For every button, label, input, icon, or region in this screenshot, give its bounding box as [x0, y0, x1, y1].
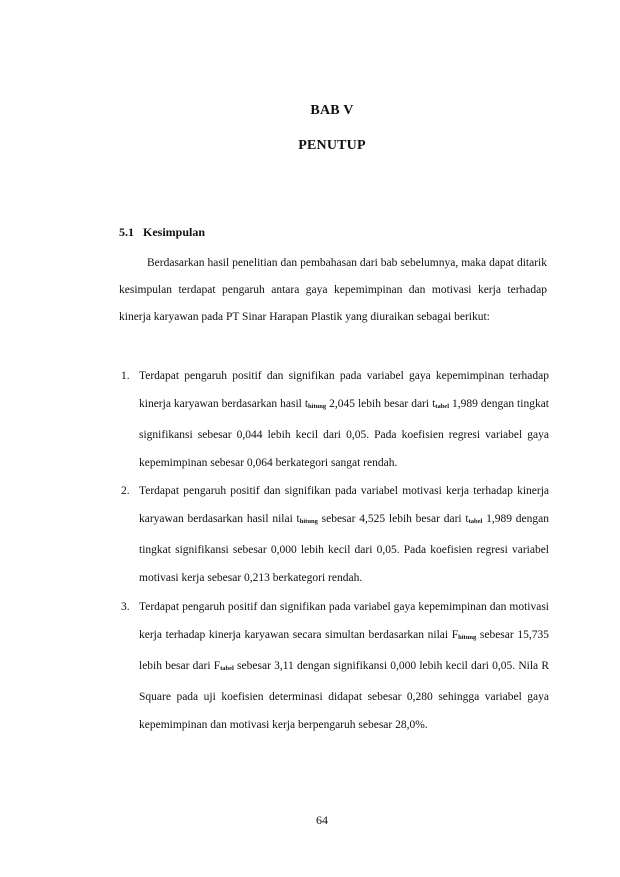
text-segment: Terdapat pengaruh positif dan signifikan pada variabel gaya kepemimpinan dan motivasi kerja terhadap kinerja karyawan secara simultan berdasarkan nilai F [139, 601, 549, 641]
subscript: tabel [435, 403, 450, 410]
text-segment: Terdapat pengaruh positif dan signifikan pada variabel motivasi kerja terhadap kinerja karyawan berdasarkan hasil nilai t [139, 485, 549, 525]
section-number: 5.1 [119, 225, 134, 239]
list-item-text [139, 370, 549, 469]
chapter-title: PENUTUP [298, 138, 366, 153]
intro-text: Berdasarkan hasil penelitian dan pembahasan dari bab sebelumnya, maka dapat ditarik kesimpulan terdapat pengaruh antara gaya kepemimpinan dan motivasi kerja terhadap kinerja karyawan pada PT Sinar Harapan Plastik yang diuraikan sebagai berikut: [119, 257, 547, 323]
list-marker: 2. [121, 485, 130, 497]
list-item [119, 593, 549, 739]
page-number: 64 [316, 813, 328, 827]
section-heading [119, 225, 205, 240]
list-item-text [139, 485, 549, 584]
text-segment: Terdapat pengaruh positif dan signifikan pada variabel gaya kepemimpinan terhadap kinerja karyawan berdasarkan hasil t [139, 370, 549, 410]
list-item [119, 362, 549, 477]
intro-paragraph [119, 250, 547, 331]
list-item [119, 477, 549, 592]
list-marker: 3. [121, 601, 130, 613]
chapter-label: BAB V [310, 103, 354, 118]
list-item-text [139, 601, 549, 731]
subscript: hitung [458, 634, 477, 641]
section-title: Kesimpulan [143, 225, 206, 239]
text-segment: 1,989 dengan tingkat signifikansi sebesar 0,044 lebih kecil dari 0,05. Pada koefisien regresi variabel gaya kepemimpinan sebesar 0,064 berkategori sangat rendah. [139, 398, 549, 469]
subscript: hitung [308, 403, 327, 410]
subscript: hitung [299, 518, 318, 525]
text-segment: sebesar 3,11 dengan signifikansi 0,000 lebih kecil dari 0,05. Nila R Square pada uji koefisien determinasi didapat sebesar 0,280 sehingga variabel gaya kepemimpinan dan motivasi kerja berpengaruh sebesar 28,0%. [139, 660, 549, 731]
text-segment: 2,045 lebih besar dari t [326, 398, 436, 410]
list-marker: 1. [121, 370, 130, 382]
text-segment: sebesar 15,735 lebih besar dari F [139, 629, 549, 672]
subscript: tabel [220, 665, 234, 672]
text-segment: sebesar 4,525 lebih besar dari t [317, 513, 469, 525]
subscript: tabel [468, 518, 483, 525]
conclusion-list [119, 362, 549, 739]
text-segment: 1,989 dengan tingkat signifikansi sebesar 0,000 lebih kecil dari 0,05. Pada koefisien regresi variabel motivasi kerja sebesar 0,213 berkategori rendah. [139, 513, 549, 584]
